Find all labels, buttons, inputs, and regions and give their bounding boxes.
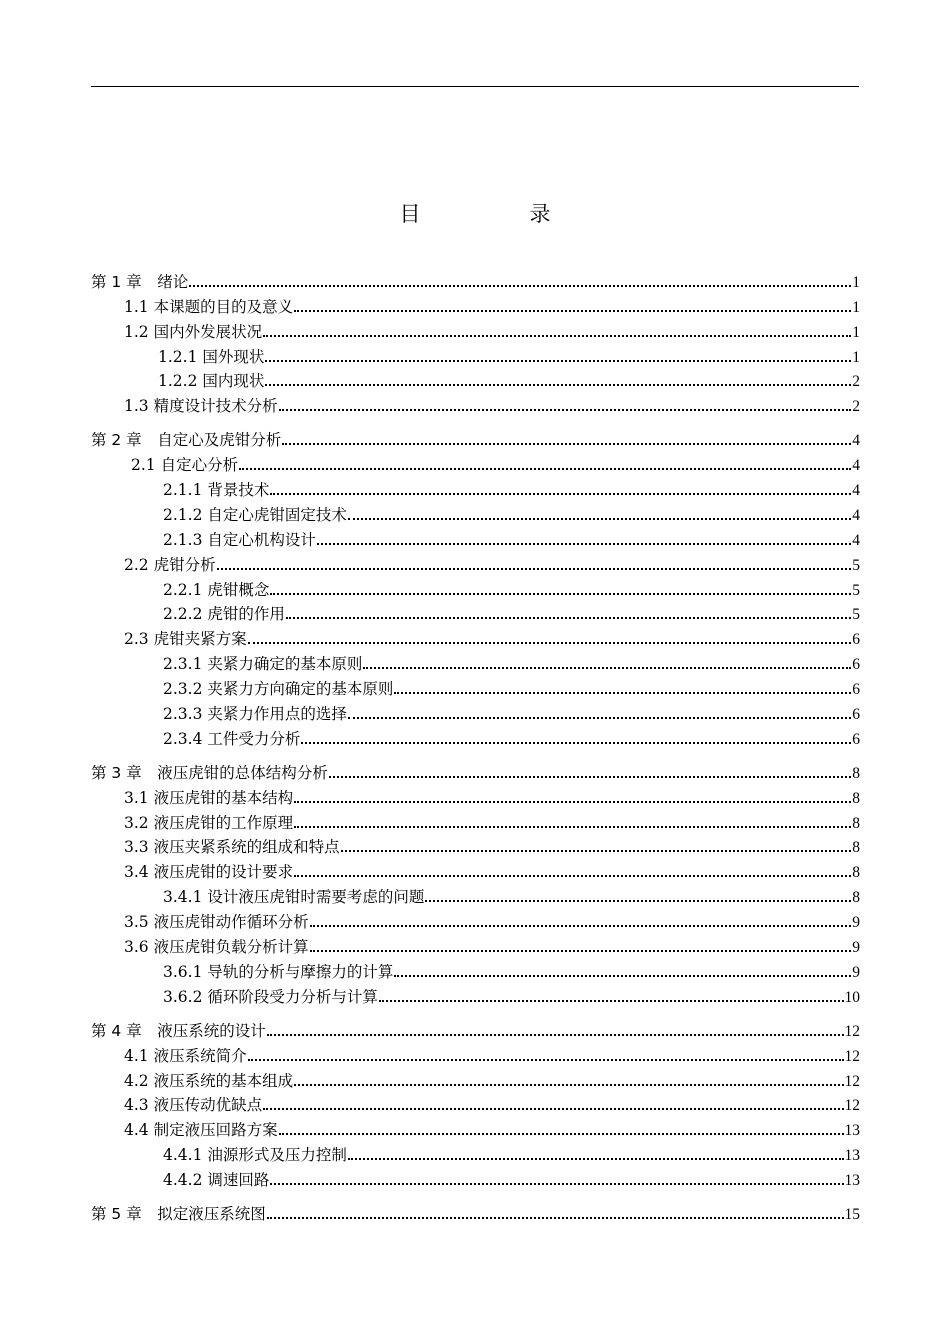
- toc-page-number: 5: [852, 581, 860, 599]
- toc-entry[interactable]: [91, 907, 860, 932]
- toc-entry[interactable]: [91, 1115, 860, 1140]
- dot-leader: [263, 1108, 843, 1110]
- toc-page-number: 9: [852, 963, 860, 981]
- toc-chapter-entry[interactable]: [91, 267, 860, 292]
- toc-entry[interactable]: [91, 367, 860, 392]
- toc-entry-label: 2.3.4 工件受力分析: [163, 729, 301, 748]
- toc-entry[interactable]: [91, 957, 860, 982]
- toc-entry[interactable]: [91, 1165, 860, 1190]
- toc-page-number: 2: [852, 398, 860, 416]
- toc-entry[interactable]: [91, 575, 860, 600]
- toc-page-number: 12: [844, 1047, 860, 1065]
- toc-entry-label: 3.6 液压虎钳负载分析计算: [124, 938, 309, 957]
- toc-page-number: 1: [852, 298, 860, 316]
- toc-page-number: 9: [852, 914, 860, 932]
- toc-entry[interactable]: [91, 674, 860, 699]
- toc-page-number: 13: [844, 1147, 860, 1165]
- dot-leader: [394, 975, 851, 977]
- toc-entry-label: 3.5 液压虎钳动作循环分析: [124, 913, 309, 932]
- toc-page-number: 6: [852, 656, 860, 674]
- dot-leader: [425, 900, 851, 902]
- toc-entry[interactable]: [91, 475, 860, 500]
- toc-entry-label: 第 3 章 液压虎钳的总体结构分析: [91, 763, 328, 782]
- toc-chapter-entry[interactable]: [91, 1199, 860, 1224]
- toc-page-number: 8: [852, 889, 860, 907]
- toc-entry[interactable]: [91, 833, 860, 858]
- toc-entry[interactable]: [91, 500, 860, 525]
- toc-entry-label: 4.4.2 调速回路: [163, 1171, 270, 1190]
- toc-entry[interactable]: [91, 699, 860, 724]
- toc-entry[interactable]: [91, 1091, 860, 1116]
- toc-entry-label: 第 4 章 液压系统的设计: [91, 1021, 266, 1040]
- toc-entry[interactable]: [91, 342, 860, 367]
- header-rule: [91, 86, 859, 87]
- toc-entry-label: 3.2 液压虎钳的工作原理: [124, 813, 294, 832]
- toc-entry-label: 第 5 章 拟定液压系统图: [91, 1204, 266, 1223]
- toc-page-number: 1: [852, 348, 860, 366]
- dot-leader: [270, 493, 851, 495]
- toc-entry[interactable]: [91, 600, 860, 625]
- dot-leader: [348, 518, 851, 520]
- dot-leader: [379, 1000, 844, 1002]
- toc-page-number: 15: [844, 1205, 860, 1223]
- table-of-contents: [91, 267, 860, 1224]
- dot-leader: [265, 384, 851, 386]
- toc-entry[interactable]: [91, 649, 860, 674]
- dot-leader: [294, 801, 851, 803]
- toc-entry[interactable]: [91, 982, 860, 1007]
- dot-leader: [279, 409, 852, 411]
- dot-leader: [270, 593, 851, 595]
- toc-page-number: 6: [852, 730, 860, 748]
- toc-entry[interactable]: [91, 1041, 860, 1066]
- toc-entry[interactable]: [91, 783, 860, 808]
- dot-leader: [267, 1217, 844, 1219]
- page-title: 目 录: [399, 202, 595, 226]
- dot-leader: [217, 568, 852, 570]
- toc-page-number: 4: [852, 432, 860, 450]
- toc-page-number: 12: [844, 1097, 860, 1115]
- toc-page-number: 4: [852, 506, 860, 524]
- toc-page-number: 8: [852, 789, 860, 807]
- toc-page-number: 5: [852, 606, 860, 624]
- dot-leader: [279, 1133, 844, 1135]
- toc-entry-label: 3.4 液压虎钳的设计要求: [124, 863, 294, 882]
- toc-entry-label: 2.2.2 虎钳的作用: [163, 605, 285, 624]
- toc-entry-label: 3.1 液压虎钳的基本结构: [124, 788, 294, 807]
- toc-page-number: 8: [852, 764, 860, 782]
- toc-entry-label: 2.3 虎钳夹紧方案: [124, 630, 247, 649]
- toc-entry-label: 3.3 液压夹紧系统的组成和特点: [124, 838, 340, 857]
- toc-entry-label: 2.1 自定心分析: [131, 456, 239, 475]
- toc-chapter-entry[interactable]: [91, 425, 860, 450]
- dot-leader: [348, 717, 851, 719]
- dot-leader: [263, 335, 851, 337]
- dot-leader: [310, 950, 852, 952]
- toc-entry-label: 2.1.1 背景技术: [163, 481, 270, 500]
- toc-entry[interactable]: [91, 1140, 860, 1165]
- dot-leader: [294, 875, 851, 877]
- toc-entry-label: 2.1.3 自定心机构设计: [163, 530, 316, 549]
- toc-entry[interactable]: [91, 525, 860, 550]
- toc-page-number: 9: [852, 939, 860, 957]
- toc-page-number: 8: [852, 814, 860, 832]
- toc-chapter-entry[interactable]: [91, 758, 860, 783]
- toc-entry-label: 4.4.1 油源形式及压力控制: [163, 1146, 347, 1165]
- toc-entry[interactable]: [91, 857, 860, 882]
- toc-entry-label: 4.2 液压系统的基本组成: [124, 1071, 294, 1090]
- toc-entry-label: 2.2 虎钳分析: [124, 555, 216, 574]
- toc-entry-label: 4.4 制定液压回路方案: [124, 1121, 278, 1140]
- toc-entry-label: 1.1 本课题的目的及意义: [124, 297, 294, 316]
- dot-leader: [267, 1034, 844, 1036]
- dot-leader: [189, 285, 851, 287]
- dot-leader: [348, 1158, 844, 1160]
- toc-entry-label: 4.1 液压系统简介: [124, 1046, 247, 1065]
- toc-entry[interactable]: [91, 624, 860, 649]
- toc-page-number: 10: [844, 988, 860, 1006]
- toc-page-number: 6: [852, 706, 860, 724]
- toc-entry-label: 1.2 国内外发展状况: [124, 322, 263, 341]
- toc-page-number: 2: [852, 373, 860, 391]
- dot-leader: [341, 850, 852, 852]
- toc-entry-label: 1.2.1 国外现状: [158, 347, 265, 366]
- toc-page-number: 5: [852, 556, 860, 574]
- toc-entry[interactable]: [91, 292, 860, 317]
- toc-page-number: 1: [852, 273, 860, 291]
- dot-leader: [363, 667, 851, 669]
- toc-entry-label: 2.3.3 夹紧力作用点的选择: [163, 705, 347, 724]
- dot-leader: [294, 1084, 843, 1086]
- toc-entry-label: 1.2.2 国内现状: [158, 372, 265, 391]
- toc-entry-label: 第 1 章 绪论: [91, 272, 189, 291]
- toc-entry[interactable]: [91, 1066, 860, 1091]
- toc-page-number: 6: [852, 681, 860, 699]
- toc-page-number: 13: [844, 1172, 860, 1190]
- toc-page-number: 6: [852, 631, 860, 649]
- toc-entry-label: 4.3 液压传动优缺点: [124, 1096, 263, 1115]
- toc-page-number: 13: [844, 1122, 860, 1140]
- toc-entry[interactable]: [91, 550, 860, 575]
- toc-page-number: 4: [852, 531, 860, 549]
- toc-entry-label: 3.4.1 设计液压虎钳时需要考虑的问题: [163, 888, 425, 907]
- toc-page-number: 4: [852, 457, 860, 475]
- dot-leader: [286, 617, 851, 619]
- toc-entry-label: 1.3 精度设计技术分析: [124, 397, 278, 416]
- toc-entry-label: 3.6.2 循环阶段受力分析与计算: [163, 987, 378, 1006]
- dot-leader: [282, 443, 851, 445]
- toc-page-number: 1: [852, 323, 860, 341]
- dot-leader: [294, 826, 851, 828]
- toc-entry[interactable]: [91, 317, 860, 342]
- toc-page-number: 8: [852, 839, 860, 857]
- toc-entry-label: 2.3.2 夹紧力方向确定的基本原则: [163, 680, 394, 699]
- toc-entry[interactable]: [91, 450, 860, 475]
- dot-leader: [239, 468, 851, 470]
- toc-entry-label: 3.6.1 导轨的分析与摩擦力的计算: [163, 962, 394, 981]
- toc-entry[interactable]: [91, 724, 860, 749]
- dot-leader: [270, 1183, 843, 1185]
- dot-leader: [310, 925, 852, 927]
- dot-leader: [394, 692, 851, 694]
- dot-leader: [329, 776, 852, 778]
- toc-entry[interactable]: [91, 808, 860, 833]
- toc-page-number: 12: [844, 1022, 860, 1040]
- dot-leader: [248, 1059, 844, 1061]
- toc-chapter-entry[interactable]: [91, 1016, 860, 1041]
- toc-entry-label: 2.2.1 虎钳概念: [163, 580, 270, 599]
- toc-page-number: 4: [852, 482, 860, 500]
- toc-entry-label: 2.1.2 自定心虎钳固定技术: [163, 505, 347, 524]
- toc-entry[interactable]: [91, 391, 860, 416]
- toc-entry[interactable]: [91, 882, 860, 907]
- toc-entry[interactable]: [91, 932, 860, 957]
- dot-leader: [265, 360, 851, 362]
- toc-entry-label: 第 2 章 自定心及虎钳分析: [91, 431, 282, 450]
- dot-leader: [317, 543, 851, 545]
- dot-leader: [301, 742, 851, 744]
- dot-leader: [248, 642, 852, 644]
- toc-page-number: 12: [844, 1072, 860, 1090]
- toc-page-number: 8: [852, 864, 860, 882]
- toc-entry-label: 2.3.1 夹紧力确定的基本原则: [163, 655, 363, 674]
- dot-leader: [294, 310, 851, 312]
